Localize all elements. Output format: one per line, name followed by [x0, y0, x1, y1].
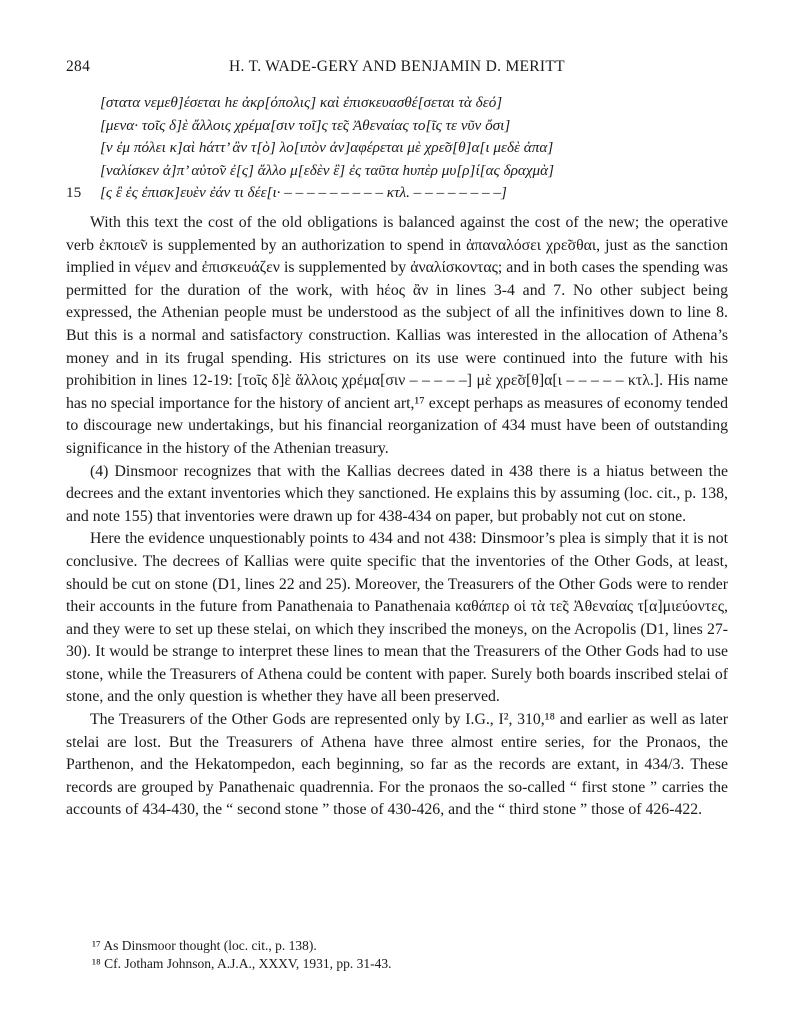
footnote: ¹⁷ As Dinsmoor thought (loc. cit., p. 138).: [92, 938, 317, 953]
page-header: [66, 58, 728, 80]
footnote: ¹⁸ Cf. Jotham Johnson, A.J.A., XXXV, 1931, pp. 31-43.: [92, 956, 392, 971]
body-text: [66, 212, 728, 822]
running-head: H. T. WADE-GERY AND BENJAMIN D. MERITT: [229, 58, 565, 75]
inscription-text: [στατα νεμεθ]έσεται hε ἀκρ[όπολις] καὶ ἐπισκευασθέ[σεται τὰ δεό]: [100, 94, 503, 111]
inscription-text: [ν ἐμ πόλει κ]αὶ hάττ’ ἂν τ[ὸ] λο[ιπὸν ἀν]αφέρεται μὲ χρε̃σ[θ]α[ι μεδὲ ἀπα]: [100, 139, 554, 157]
inscription-line: [66, 182, 728, 205]
inscription-line: [66, 92, 728, 115]
footnotes: [66, 937, 728, 973]
paragraph: With this text the cost of the old obligations is balanced against the cost of the new; the operative verb ἐκποιε̃ν is supplemented by an authorization to spend in ἀπαναλόσει χρε̃σθαι, just as the sanction implied in νέμεν and ἐπισκευάζεν is supplemented by ἀναλίσκοντας; and in both cases the spending was permitted for the duration of the work, with hέος ἂν in lines 3-4 and 7. No other subject being expressed, the Athenian people must be understood as the subject of all the infinitives down to line 8. But this is a normal and satisfactory construction. Kallias was interested in the allocation of Athena’s money and in its frugal spending. His strictures on its use were continued into the future with his prohibition in lines 12-19: [τοῖς δ]ὲ ἄλλοις χρέμα[σιν – – – – –] μὲ χρε̃σ[θ]α[ι – – – – – κτλ.]. His name has no special importance for the history of ancient art,¹⁷ except perhaps as measures of economy tended to discourage new undertakings, but his financial reorganization of 434 must have been of outstanding significance in the history of the Athenian treasury.: [66, 214, 728, 457]
inscription-line: [66, 160, 728, 183]
inscription-line: [66, 137, 728, 160]
line-number: 15: [66, 184, 82, 202]
inscription-text: [ς ἒ ἐς ἐπισκ]ευὲν ἐάν τι δέε[ι· – – – – – – – – – κτλ. – – – – – – – –]: [100, 184, 507, 202]
page-number: 284: [66, 58, 91, 75]
paragraph: (4) Dinsmoor recognizes that with the Kallias decrees dated in 438 there is a hiatus between the decrees and the extant inventories which they sanctioned. He explains this by assuming (loc. cit., p. 138, and note 155) that inventories were drawn up for 438-434 on paper, but probably not cut on stone.: [66, 462, 728, 525]
inscription-text: [μενα· τοῖς δ]ὲ ἄλλοις χρέμα[σιν τοῖ]ς τε̃ς Ἀθεναίας το[ῖς τε νῦν ὄσι]: [100, 116, 511, 134]
greek-inscription: [66, 92, 728, 205]
inscription-line: [66, 115, 728, 138]
paragraph: The Treasurers of the Other Gods are represented only by I.G., I², 310,¹⁸ and earlier as well as later stelai are lost. But the Treasurers of Athena have three almost entire series, for the Pronaos, the Parthenon, and the Hekatompedon, each beginning, so far as the records are extant, in 434/3. These records are grouped by Panathenaic quadrennia. For the pronaos the so-called “ first stone ” carries the accounts of 434-430, the “ second stone ” those of 430-426, and the “ third stone ” those of 426-422.: [66, 711, 728, 819]
inscription-text: [ναλίσκεν ἀ]π’ αὐτο̃ν ἐ[ς] ἄλλο μ[εδὲν ἒ] ἐς ταῦτα hυπὲρ μυ[ρ]ί[ας δραχμὰ]: [100, 161, 555, 179]
paragraph: Here the evidence unquestionably points to 434 and not 438: Dinsmoor’s plea is simply that it is not conclusive. The decrees of Kallias were quite specific that the inventories of the Other Gods, at least, should be cut on stone (D1, lines 22 and 25). Moreover, the Treasurers of the Other Gods were to render their accounts in the future from Panathenaia to Panathenaia καθάπερ οἱ τὰ τε̃ς Ἀθεναίας τ[α]μιεύοντες, and they were to set up these stelai, on which they inscribed the moneys, on the Acropolis (D1, lines 27-30). It would be strange to interpret these lines to mean that the Treasurers of the Other Gods had to use stone, while the Treasurers of Athena could be content with paper. Surely both boards inscribed stelai of stone, and the only question is whether they have all been preserved.: [66, 530, 728, 706]
